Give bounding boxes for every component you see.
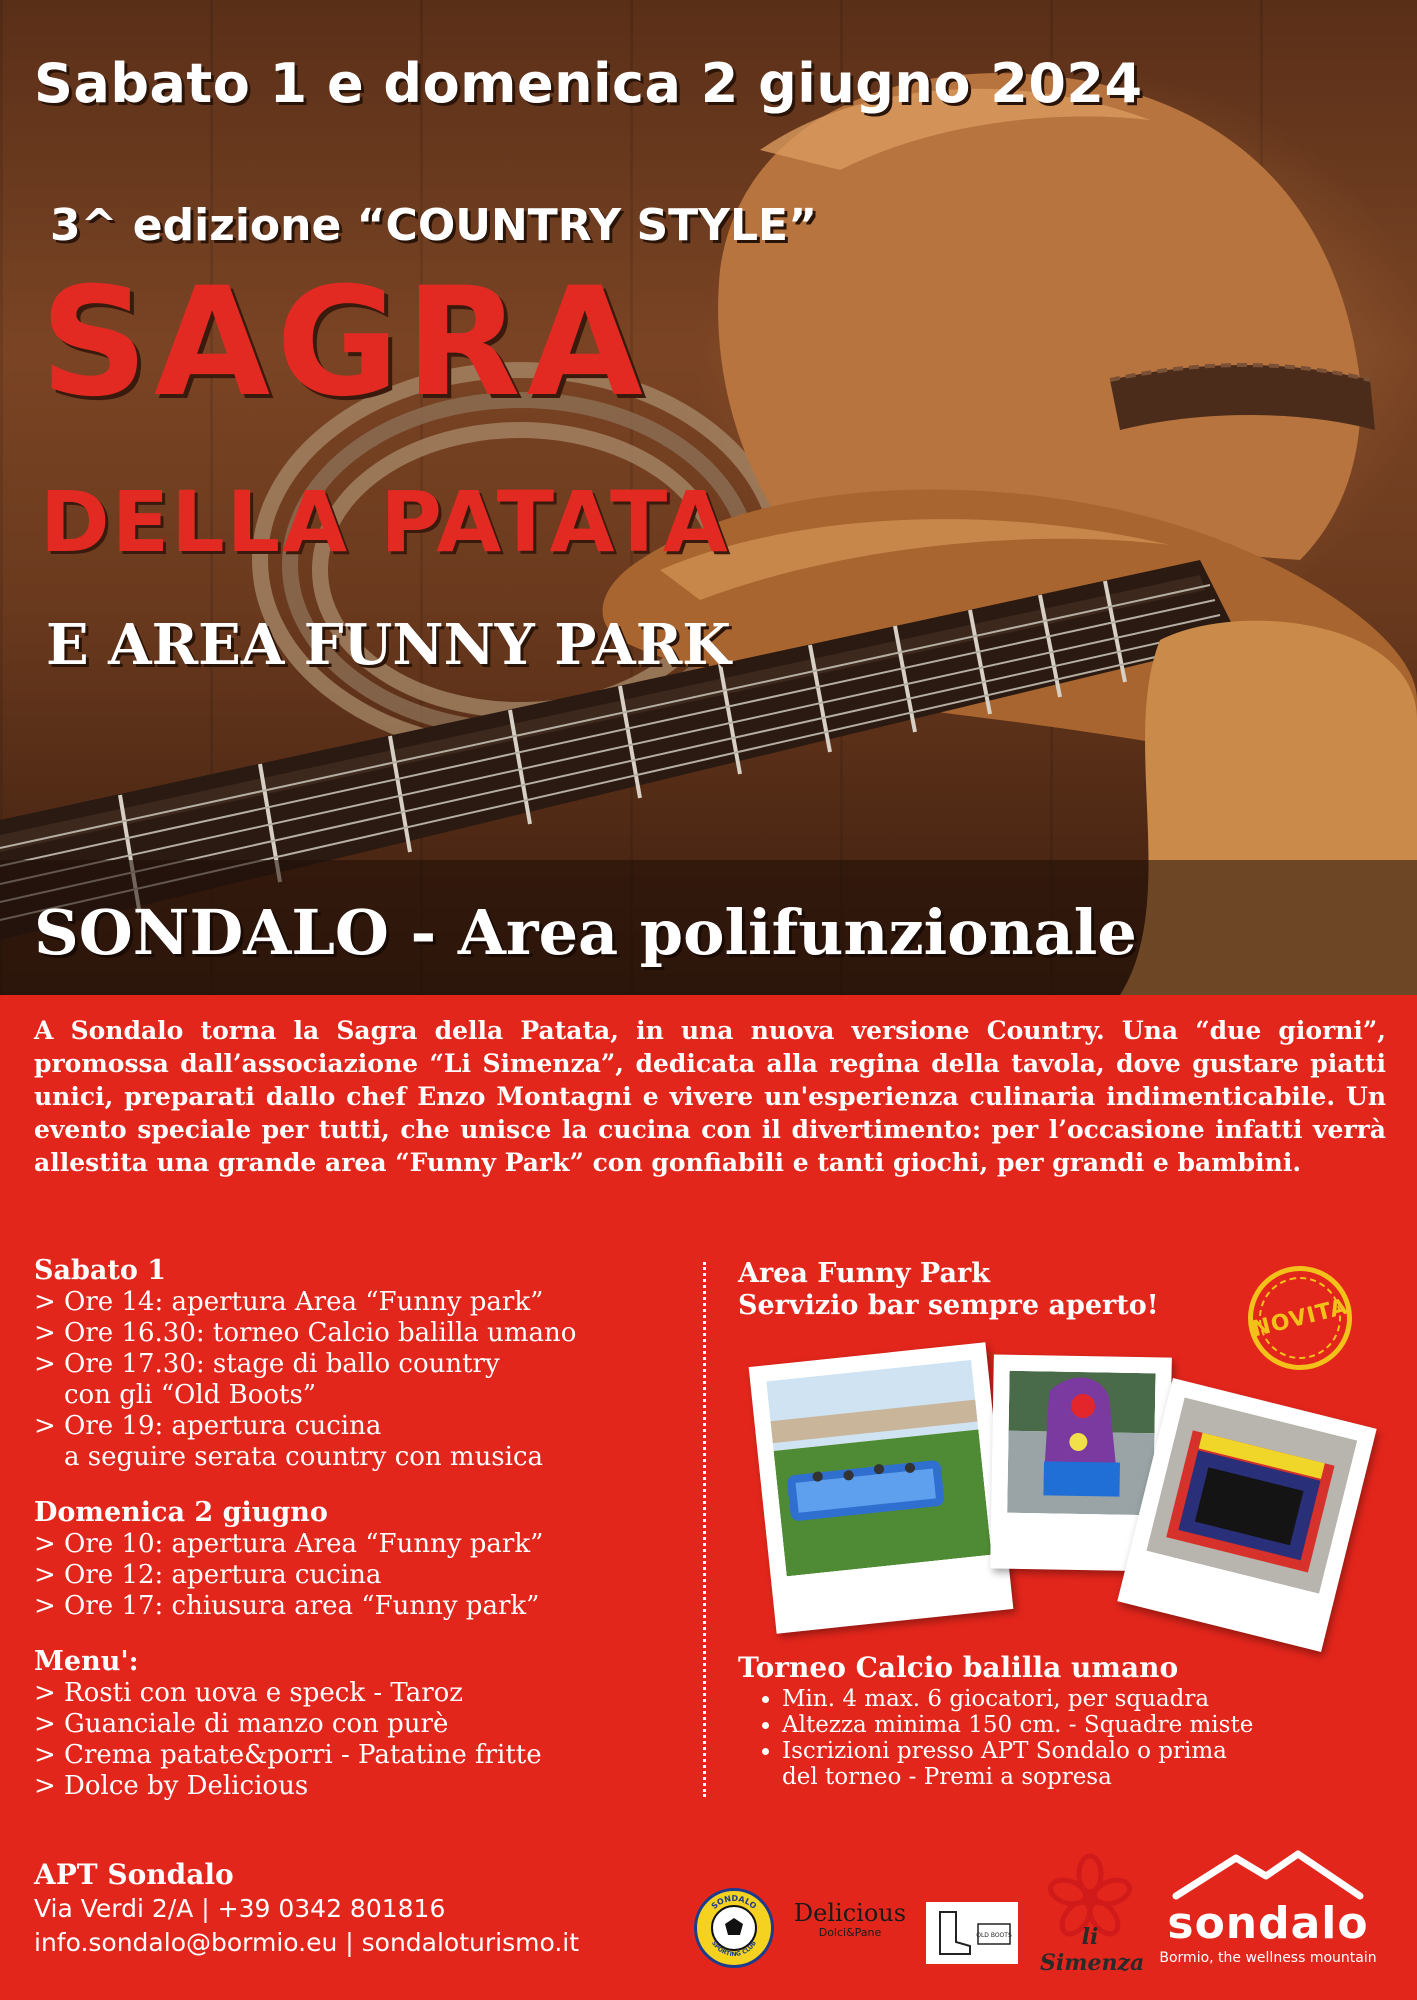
inflatable-arena-image	[1146, 1397, 1357, 1593]
menu-section	[34, 1646, 674, 1802]
schedule-column	[34, 1255, 674, 1802]
li-simenza-text: li Simenza	[1040, 1924, 1145, 1976]
novita-stamp-badge	[1237, 1255, 1363, 1381]
title-della-patata: DELLA PATATA	[40, 473, 730, 571]
apt-title: APT Sondalo	[34, 1858, 234, 1891]
tournament-rule: • Iscrizioni presso APT Sondalo o prima	[782, 1738, 1378, 1764]
delicious-logo-text: Delicious	[793, 1899, 907, 1927]
soccer-ball-icon	[697, 1891, 771, 1965]
subtitle-funny-park: E AREA FUNNY PARK	[46, 612, 731, 678]
column-divider	[703, 1262, 706, 1797]
sunday-schedule	[34, 1497, 674, 1622]
menu-item: > Crema patate&porri - Patatine fritte	[34, 1740, 542, 1770]
tournament-rule: • Min. 4 max. 6 giocatori, per squadra	[782, 1686, 1378, 1712]
tournament-section	[738, 1652, 1378, 1790]
schedule-item: > Ore 14: apertura Area “Funny park”	[34, 1287, 544, 1317]
sondalo-tagline: Bormio, the wellness mountain	[1159, 1950, 1377, 1966]
delicious-logo	[790, 1900, 910, 1960]
park-title	[738, 1258, 1198, 1322]
cowboy-boot-icon	[926, 1902, 1018, 1964]
photo-human-foosball	[749, 1342, 1014, 1633]
sunday-title: Domenica 2 giugno	[34, 1497, 328, 1528]
menu-title: Menu':	[34, 1646, 139, 1677]
delicious-logo-subtext: Dolci&Pane	[818, 1926, 882, 1939]
human-foosball-image	[766, 1360, 991, 1576]
old-boots-logo	[926, 1902, 1018, 1964]
sporting-top-text: SONDALO	[709, 1893, 759, 1911]
sondalo-brand-logo	[1148, 1846, 1388, 1970]
saturday-title: Sabato 1	[34, 1255, 167, 1286]
title-sagra: SAGRA	[40, 256, 649, 430]
menu-item: > Guanciale di manzo con purè	[34, 1709, 449, 1739]
apt-contact-links[interactable]: info.sondalo@bormio.eu | sondaloturismo.it	[34, 1928, 580, 1957]
hero-banner	[0, 0, 1417, 995]
event-date: Sabato 1 e domenica 2 giugno 2024	[34, 52, 1143, 115]
schedule-item: > Ore 10: apertura Area “Funny park”	[34, 1529, 544, 1559]
schedule-item: a seguire serata country con musica	[64, 1442, 544, 1472]
tournament-rule: del torneo - Premi a sopresa	[782, 1764, 1112, 1790]
menu-item: > Rosti con uova e speck - Taroz	[34, 1678, 463, 1708]
tournament-title: Torneo Calcio balilla umano	[738, 1651, 1179, 1684]
sporting-bottom-text: SPORTING CLUB	[710, 1939, 758, 1959]
li-simenza-logo	[1040, 1852, 1145, 1976]
schedule-item: > Ore 17: chiusura area “Funny park”	[34, 1591, 540, 1621]
tournament-rule: • Altezza minima 150 cm. - Squadre miste	[782, 1712, 1378, 1738]
park-title-line: Area Funny Park	[738, 1258, 990, 1289]
park-info	[738, 1258, 1198, 1322]
apt-address: Via Verdi 2/A | +39 0342 801816	[34, 1894, 446, 1923]
old-boots-text: OLD BOOTS	[976, 1932, 1012, 1939]
schedule-item: > Ore 17.30: stage di ballo country	[34, 1349, 500, 1379]
event-location: SONDALO - Area polifunzionale	[34, 896, 1137, 969]
schedule-item: > Ore 19: apertura cucina	[34, 1411, 382, 1441]
apt-contact	[34, 1858, 579, 1960]
intro-paragraph: A Sondalo torna la Sagra della Patata, in una nuova versione Country. Una “due giorni”, promossa dall’associazione “Li Simenza”, dedicata alla regina della tavola, dove gustare piatti unici, preparati dallo chef Enzo Montagni e vivere un'esperienza culinaria indimenticabile. Un evento speciale per tutti, che unisce la cucina con il divertimento: per l’occasione infatti verrà allestita una grande area “Funny Park” con gonfiabili e tanti giochi, per grandi e bambini.	[34, 1016, 1386, 1177]
menu-item: > Dolce by Delicious	[34, 1771, 309, 1801]
schedule-item: con gli “Old Boots”	[64, 1380, 317, 1410]
novita-badge-label: NOVITA	[1249, 1294, 1351, 1342]
schedule-item: > Ore 12: apertura cucina	[34, 1560, 382, 1590]
mountain-icon	[1148, 1846, 1388, 1900]
schedule-item: > Ore 16.30: torneo Calcio balilla umano	[34, 1318, 577, 1348]
sondalo-sporting-club-logo	[694, 1888, 774, 1968]
bar-service-line: Servizio bar sempre aperto!	[738, 1290, 1159, 1321]
edition-label: 3^ edizione “COUNTRY STYLE”	[50, 200, 818, 251]
sondalo-logo-text: sondalo	[1167, 1898, 1369, 1949]
saturday-schedule	[34, 1255, 674, 1473]
inflatable-slide-image	[1007, 1371, 1155, 1516]
